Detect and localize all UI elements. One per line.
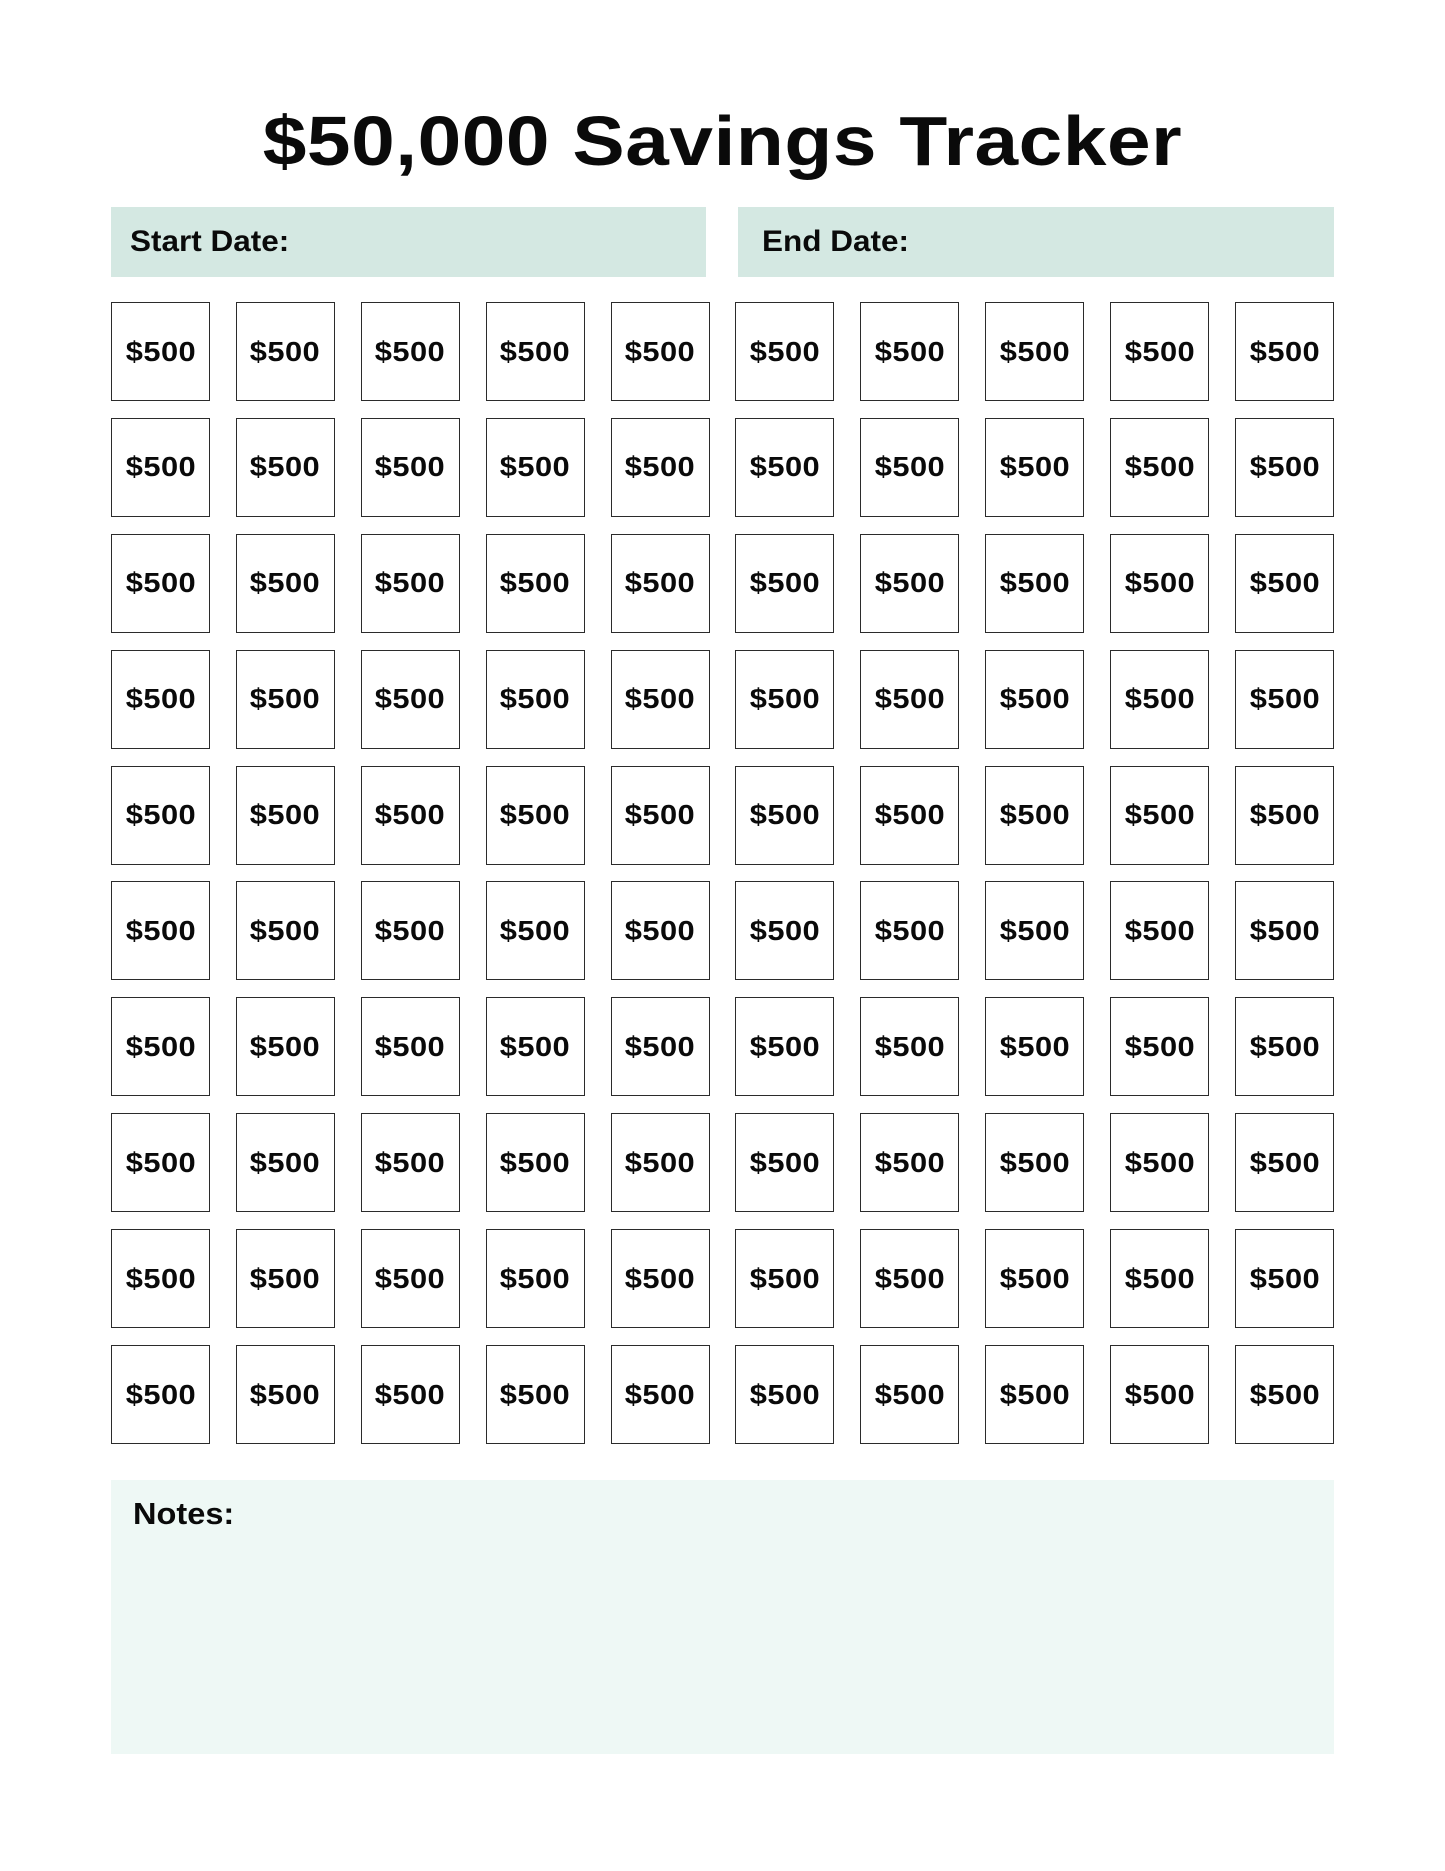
savings-checkbox-cell[interactable] xyxy=(236,418,335,517)
savings-checkbox-cell[interactable] xyxy=(236,1113,335,1212)
cell-amount: $500 xyxy=(1249,1030,1320,1062)
cell-amount: $500 xyxy=(375,914,446,946)
savings-checkbox-cell[interactable] xyxy=(111,1229,210,1328)
savings-checkbox-cell[interactable] xyxy=(860,650,959,749)
start-date-field[interactable] xyxy=(111,207,706,277)
savings-checkbox-cell[interactable] xyxy=(985,1229,1084,1328)
cell-amount: $500 xyxy=(375,567,446,599)
cell-amount: $500 xyxy=(250,567,321,599)
cell-amount: $500 xyxy=(1124,914,1195,946)
savings-checkbox-cell[interactable] xyxy=(985,534,1084,633)
cell-amount: $500 xyxy=(375,683,446,715)
cell-amount: $500 xyxy=(749,567,821,599)
cell-amount: $500 xyxy=(1124,683,1195,715)
cell-amount: $500 xyxy=(500,914,571,946)
savings-checkbox-cell[interactable] xyxy=(611,997,710,1096)
cell-amount: $500 xyxy=(624,567,696,599)
savings-checkbox-cell[interactable] xyxy=(361,881,460,980)
cell-amount: $500 xyxy=(125,1262,196,1294)
savings-checkbox-cell[interactable] xyxy=(1235,418,1334,517)
savings-checkbox-cell[interactable] xyxy=(735,302,834,401)
savings-checkbox-cell[interactable] xyxy=(486,650,585,749)
cell-amount: $500 xyxy=(624,1378,696,1410)
cell-amount: $500 xyxy=(999,567,1070,599)
cell-amount: $500 xyxy=(874,335,945,367)
cell-amount: $500 xyxy=(749,1030,821,1062)
cell-amount: $500 xyxy=(874,914,945,946)
cell-amount: $500 xyxy=(375,1030,446,1062)
savings-checkbox-cell[interactable] xyxy=(860,766,959,865)
savings-checkbox-cell[interactable] xyxy=(236,881,335,980)
savings-checkbox-cell[interactable] xyxy=(486,1229,585,1328)
savings-checkbox-cell[interactable] xyxy=(361,997,460,1096)
savings-checkbox-cell[interactable] xyxy=(486,534,585,633)
savings-checkbox-cell[interactable] xyxy=(236,997,335,1096)
cell-amount: $500 xyxy=(874,1378,945,1410)
cell-amount: $500 xyxy=(999,914,1070,946)
savings-checkbox-cell[interactable] xyxy=(486,766,585,865)
savings-checkbox-cell[interactable] xyxy=(1235,766,1334,865)
cell-amount: $500 xyxy=(250,451,321,483)
cell-amount: $500 xyxy=(874,567,945,599)
cell-amount: $500 xyxy=(624,683,696,715)
savings-checkbox-cell[interactable] xyxy=(1235,302,1334,401)
savings-checkbox-cell[interactable] xyxy=(860,534,959,633)
savings-checkbox-cell[interactable] xyxy=(361,1229,460,1328)
cell-amount: $500 xyxy=(874,451,945,483)
cell-amount: $500 xyxy=(125,335,196,367)
savings-checkbox-cell[interactable] xyxy=(860,1229,959,1328)
savings-checkbox-cell[interactable] xyxy=(611,1229,710,1328)
savings-checkbox-cell[interactable] xyxy=(611,1345,710,1444)
savings-checkbox-cell[interactable] xyxy=(361,650,460,749)
cell-amount: $500 xyxy=(999,1378,1070,1410)
cell-amount: $500 xyxy=(250,1030,321,1062)
cell-amount: $500 xyxy=(1124,335,1195,367)
cell-amount: $500 xyxy=(749,335,821,367)
savings-checkbox-cell[interactable] xyxy=(111,534,210,633)
savings-checkbox-cell[interactable] xyxy=(611,534,710,633)
savings-checkbox-cell[interactable] xyxy=(611,418,710,517)
savings-checkbox-cell[interactable] xyxy=(611,881,710,980)
cell-amount: $500 xyxy=(500,335,571,367)
savings-checkbox-cell[interactable] xyxy=(1235,1345,1334,1444)
cell-amount: $500 xyxy=(375,1146,446,1178)
cell-amount: $500 xyxy=(125,1030,196,1062)
savings-checkbox-cell[interactable] xyxy=(486,881,585,980)
cell-amount: $500 xyxy=(624,1030,696,1062)
cell-amount: $500 xyxy=(999,1146,1070,1178)
cell-amount: $500 xyxy=(749,1262,821,1294)
savings-checkbox-cell[interactable] xyxy=(985,1113,1084,1212)
savings-checkbox-cell[interactable] xyxy=(985,766,1084,865)
cell-amount: $500 xyxy=(375,1262,446,1294)
cell-amount: $500 xyxy=(500,1030,571,1062)
cell-amount: $500 xyxy=(749,1146,821,1178)
savings-checkbox-cell[interactable] xyxy=(111,418,210,517)
cell-amount: $500 xyxy=(749,1378,821,1410)
savings-checkbox-cell[interactable] xyxy=(735,418,834,517)
savings-checkbox-cell[interactable] xyxy=(985,881,1084,980)
cell-amount: $500 xyxy=(250,335,321,367)
cell-amount: $500 xyxy=(624,799,696,831)
savings-checkbox-cell[interactable] xyxy=(1235,1229,1334,1328)
cell-amount: $500 xyxy=(1249,914,1320,946)
savings-checkbox-cell[interactable] xyxy=(735,1113,834,1212)
savings-checkbox-cell[interactable] xyxy=(1110,650,1209,749)
savings-checkbox-cell[interactable] xyxy=(611,650,710,749)
page-title xyxy=(0,96,1445,186)
cell-amount: $500 xyxy=(1124,1146,1195,1178)
end-date-field[interactable] xyxy=(738,207,1334,277)
savings-checkbox-cell[interactable] xyxy=(486,418,585,517)
savings-checkbox-cell[interactable] xyxy=(860,881,959,980)
savings-checkbox-cell[interactable] xyxy=(735,997,834,1096)
cell-amount: $500 xyxy=(999,1262,1070,1294)
savings-checkbox-cell[interactable] xyxy=(236,650,335,749)
cell-amount: $500 xyxy=(749,683,821,715)
savings-checkbox-cell[interactable] xyxy=(1110,418,1209,517)
cell-amount: $500 xyxy=(999,683,1070,715)
savings-checkbox-cell[interactable] xyxy=(1110,881,1209,980)
cell-amount: $500 xyxy=(125,1378,196,1410)
cell-amount: $500 xyxy=(1249,567,1320,599)
savings-checkbox-cell[interactable] xyxy=(236,766,335,865)
cell-amount: $500 xyxy=(624,335,696,367)
cell-amount: $500 xyxy=(1124,451,1195,483)
savings-checkbox-cell[interactable] xyxy=(1235,1113,1334,1212)
cell-amount: $500 xyxy=(375,335,446,367)
cell-amount: $500 xyxy=(624,1262,696,1294)
savings-checkbox-cell[interactable] xyxy=(1110,766,1209,865)
savings-checkbox-cell[interactable] xyxy=(486,302,585,401)
cell-amount: $500 xyxy=(624,914,696,946)
savings-checkbox-cell[interactable] xyxy=(236,1229,335,1328)
savings-checkbox-cell[interactable] xyxy=(1235,997,1334,1096)
savings-checkbox-cell[interactable] xyxy=(735,650,834,749)
savings-checkbox-cell[interactable] xyxy=(735,1345,834,1444)
cell-amount: $500 xyxy=(250,1146,321,1178)
page-title-text: $50,000 Savings Tracker xyxy=(262,102,1183,180)
cell-amount: $500 xyxy=(375,1378,446,1410)
end-date-label: End Date: xyxy=(762,225,910,258)
start-date-label: Start Date: xyxy=(130,225,290,258)
cell-amount: $500 xyxy=(624,1146,696,1178)
cell-amount: $500 xyxy=(500,683,571,715)
savings-checkbox-cell[interactable] xyxy=(361,1113,460,1212)
cell-amount: $500 xyxy=(500,567,571,599)
cell-amount: $500 xyxy=(250,683,321,715)
cell-amount: $500 xyxy=(125,683,196,715)
savings-checkbox-cell[interactable] xyxy=(111,650,210,749)
cell-amount: $500 xyxy=(1249,683,1320,715)
savings-checkbox-cell[interactable] xyxy=(111,1345,210,1444)
savings-checkbox-cell[interactable] xyxy=(985,650,1084,749)
savings-checkbox-cell[interactable] xyxy=(486,1113,585,1212)
savings-checkbox-cell[interactable] xyxy=(611,302,710,401)
savings-checkbox-cell[interactable] xyxy=(111,766,210,865)
cell-amount: $500 xyxy=(624,451,696,483)
cell-amount: $500 xyxy=(874,1030,945,1062)
savings-checkbox-cell[interactable] xyxy=(361,1345,460,1444)
savings-checkbox-cell[interactable] xyxy=(985,418,1084,517)
savings-checkbox-cell[interactable] xyxy=(860,418,959,517)
cell-amount: $500 xyxy=(125,914,196,946)
savings-checkbox-cell[interactable] xyxy=(1110,997,1209,1096)
savings-checkbox-cell[interactable] xyxy=(611,1113,710,1212)
savings-checkbox-cell[interactable] xyxy=(985,1345,1084,1444)
notes-field[interactable] xyxy=(111,1480,1334,1754)
cell-amount: $500 xyxy=(1124,1262,1195,1294)
cell-amount: $500 xyxy=(250,1262,321,1294)
savings-checkbox-cell[interactable] xyxy=(735,766,834,865)
savings-checkbox-cell[interactable] xyxy=(985,302,1084,401)
savings-checkbox-cell[interactable] xyxy=(985,997,1084,1096)
cell-amount: $500 xyxy=(1124,567,1195,599)
savings-checkbox-cell[interactable] xyxy=(1110,1113,1209,1212)
savings-checkbox-cell[interactable] xyxy=(1110,1229,1209,1328)
notes-label: Notes: xyxy=(133,1496,235,1531)
savings-checkbox-cell[interactable] xyxy=(486,1345,585,1444)
cell-amount: $500 xyxy=(500,799,571,831)
savings-checkbox-cell[interactable] xyxy=(735,881,834,980)
cell-amount: $500 xyxy=(1249,1262,1320,1294)
savings-checkbox-cell[interactable] xyxy=(1110,534,1209,633)
savings-checkbox-cell[interactable] xyxy=(361,302,460,401)
savings-checkbox-cell[interactable] xyxy=(111,302,210,401)
savings-checkbox-cell[interactable] xyxy=(236,534,335,633)
cell-amount: $500 xyxy=(999,335,1070,367)
cell-amount: $500 xyxy=(375,451,446,483)
cell-amount: $500 xyxy=(1249,1146,1320,1178)
cell-amount: $500 xyxy=(500,1146,571,1178)
savings-checkbox-cell[interactable] xyxy=(1235,650,1334,749)
cell-amount: $500 xyxy=(874,1146,945,1178)
savings-checkbox-cell[interactable] xyxy=(860,1345,959,1444)
savings-checkbox-cell[interactable] xyxy=(361,766,460,865)
cell-amount: $500 xyxy=(125,799,196,831)
cell-amount: $500 xyxy=(749,799,821,831)
cell-amount: $500 xyxy=(874,683,945,715)
cell-amount: $500 xyxy=(500,1378,571,1410)
cell-amount: $500 xyxy=(125,567,196,599)
savings-tracker-grid xyxy=(111,302,1334,1444)
cell-amount: $500 xyxy=(1249,451,1320,483)
cell-amount: $500 xyxy=(1124,1030,1195,1062)
savings-checkbox-cell[interactable] xyxy=(1110,1345,1209,1444)
savings-checkbox-cell[interactable] xyxy=(361,418,460,517)
savings-checkbox-cell[interactable] xyxy=(735,534,834,633)
savings-checkbox-cell[interactable] xyxy=(860,1113,959,1212)
savings-checkbox-cell[interactable] xyxy=(111,881,210,980)
savings-checkbox-cell[interactable] xyxy=(1235,881,1334,980)
cell-amount: $500 xyxy=(125,451,196,483)
cell-amount: $500 xyxy=(375,799,446,831)
savings-checkbox-cell[interactable] xyxy=(1110,302,1209,401)
cell-amount: $500 xyxy=(1124,799,1195,831)
cell-amount: $500 xyxy=(874,1262,945,1294)
savings-checkbox-cell[interactable] xyxy=(236,302,335,401)
cell-amount: $500 xyxy=(874,799,945,831)
savings-checkbox-cell[interactable] xyxy=(611,766,710,865)
cell-amount: $500 xyxy=(500,451,571,483)
cell-amount: $500 xyxy=(999,451,1070,483)
savings-checkbox-cell[interactable] xyxy=(111,997,210,1096)
cell-amount: $500 xyxy=(1124,1378,1195,1410)
cell-amount: $500 xyxy=(1249,1378,1320,1410)
cell-amount: $500 xyxy=(1249,335,1320,367)
cell-amount: $500 xyxy=(250,1378,321,1410)
savings-checkbox-cell[interactable] xyxy=(1235,534,1334,633)
cell-amount: $500 xyxy=(999,1030,1070,1062)
cell-amount: $500 xyxy=(999,799,1070,831)
cell-amount: $500 xyxy=(749,914,821,946)
savings-checkbox-cell[interactable] xyxy=(486,997,585,1096)
cell-amount: $500 xyxy=(125,1146,196,1178)
savings-checkbox-cell[interactable] xyxy=(860,302,959,401)
cell-amount: $500 xyxy=(749,451,821,483)
savings-checkbox-cell[interactable] xyxy=(735,1229,834,1328)
cell-amount: $500 xyxy=(500,1262,571,1294)
savings-checkbox-cell[interactable] xyxy=(361,534,460,633)
savings-checkbox-cell[interactable] xyxy=(111,1113,210,1212)
savings-checkbox-cell[interactable] xyxy=(236,1345,335,1444)
savings-checkbox-cell[interactable] xyxy=(860,997,959,1096)
cell-amount: $500 xyxy=(250,914,321,946)
cell-amount: $500 xyxy=(1249,799,1320,831)
cell-amount: $500 xyxy=(250,799,321,831)
